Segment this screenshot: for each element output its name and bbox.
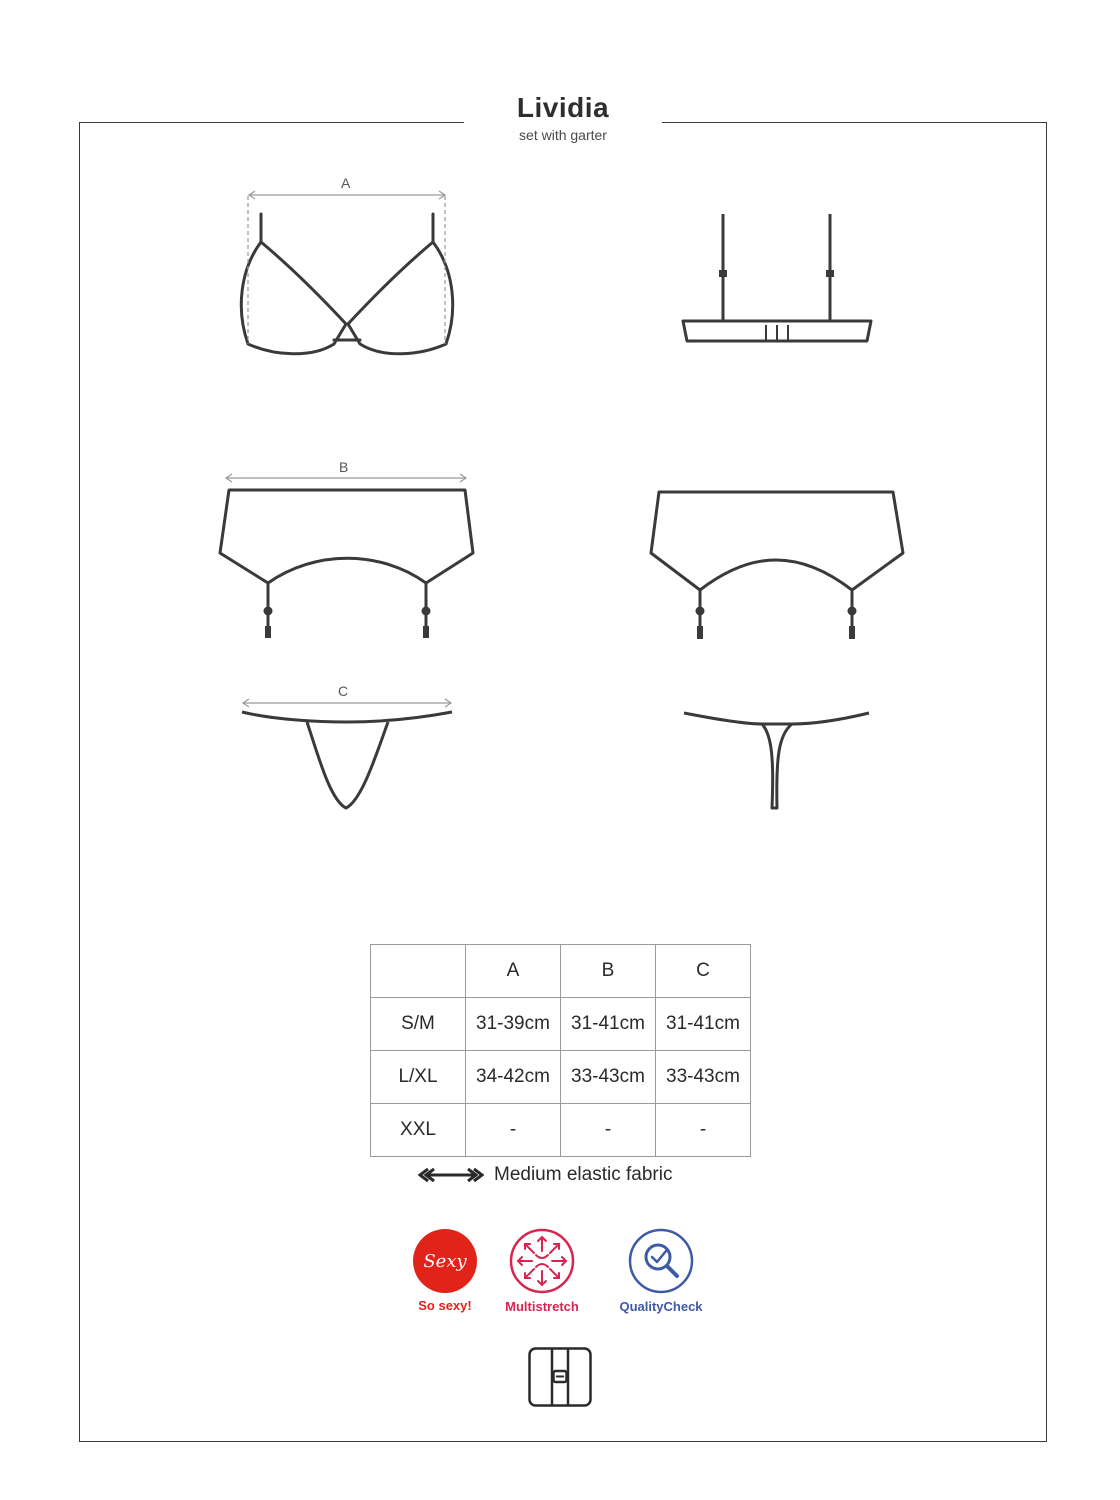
- quality-check-badge: [608, 1227, 714, 1314]
- badge-label: QualityCheck: [619, 1299, 703, 1314]
- thong-back-illustration: [684, 713, 869, 808]
- table-header-a: A: [466, 945, 561, 998]
- so-sexy-badge: [405, 1228, 485, 1313]
- table-header-c: C: [656, 945, 751, 998]
- bra-back-illustration: [683, 214, 871, 341]
- hook-closure-icon: [528, 1347, 592, 1407]
- badge-label: So sexy!: [418, 1298, 472, 1313]
- dimension-a-guide: [248, 191, 445, 344]
- table-cell: -: [656, 1104, 751, 1157]
- garter-front-illustration: [220, 490, 473, 638]
- table-header-row: [371, 945, 751, 998]
- size-label: XXL: [371, 1104, 466, 1157]
- dimension-b-guide: [226, 474, 466, 482]
- fabric-note: [418, 1161, 672, 1189]
- sexy-icon: [412, 1228, 478, 1294]
- table-cell: 31-41cm: [656, 998, 751, 1051]
- size-label: S/M: [371, 998, 466, 1051]
- table-cell: 31-41cm: [561, 998, 656, 1051]
- badge-label: Multistretch: [505, 1299, 579, 1314]
- table-header-b: B: [561, 945, 656, 998]
- dimension-c-guide: [243, 699, 451, 707]
- fabric-label: Medium elastic fabric: [494, 1164, 673, 1185]
- table-cell: 33-43cm: [656, 1051, 751, 1104]
- sexy-icon-text: Sexy: [423, 1251, 467, 1272]
- product-subtitle: set with garter: [519, 127, 607, 143]
- multistretch-badge: [494, 1227, 590, 1314]
- table-cell: 31-39cm: [466, 998, 561, 1051]
- table-row: [371, 1104, 751, 1157]
- dimension-c-label: C: [338, 683, 349, 699]
- bra-front-illustration: [241, 214, 452, 354]
- table-row: [371, 998, 751, 1051]
- quality-check-icon: [627, 1227, 695, 1295]
- table-cell: -: [466, 1104, 561, 1157]
- multistretch-icon: [508, 1227, 576, 1295]
- double-arrow-icon: [418, 1167, 484, 1183]
- table-row: [371, 1051, 751, 1104]
- thong-front-illustration: [242, 712, 452, 808]
- garter-back-illustration: [651, 492, 903, 639]
- size-label: L/XL: [371, 1051, 466, 1104]
- table-cell: 33-43cm: [561, 1051, 656, 1104]
- product-title: Lividia: [516, 92, 610, 123]
- size-table: [370, 944, 751, 1157]
- dimension-b-label: B: [339, 459, 349, 475]
- table-cell: [371, 945, 466, 998]
- dimension-a-label: A: [341, 175, 351, 191]
- table-cell: -: [561, 1104, 656, 1157]
- table-cell: 34-42cm: [466, 1051, 561, 1104]
